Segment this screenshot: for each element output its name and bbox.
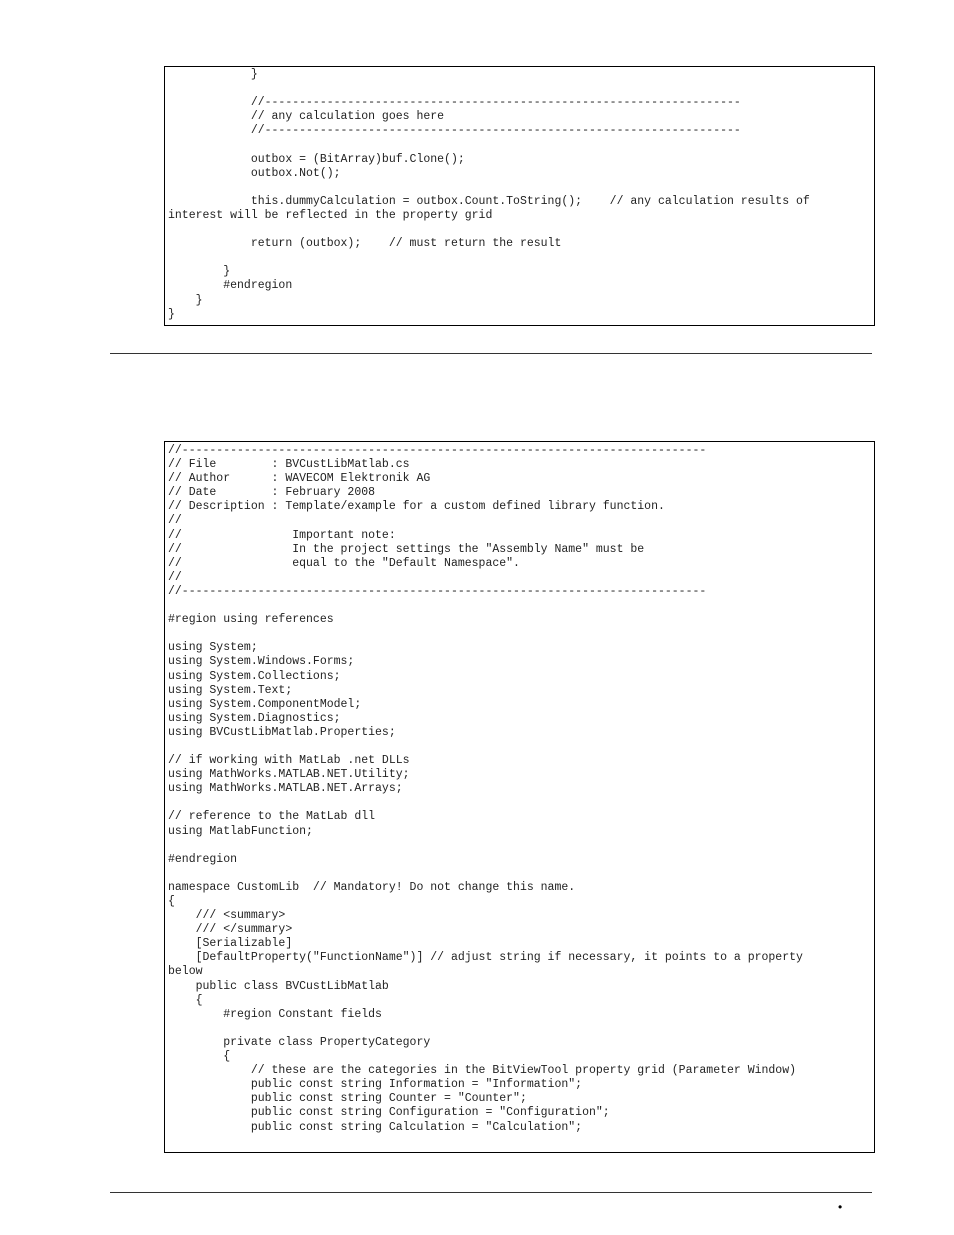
code-line: #endregion [168,852,238,866]
code-line: using System.Diagnostics; [168,711,341,725]
code-line: // Description : Template/example for a custom defined library function. [168,500,665,514]
code-line: using MatlabFunction; [168,824,313,838]
code-line: public const string Counter = "Counter"; [168,1092,527,1106]
code-line: below [168,965,203,979]
code-line: public const string Configuration = "Configuration"; [168,1106,610,1120]
code-line: using System.ComponentModel; [168,697,362,711]
code-line: // Date : February 2008 [168,486,376,500]
code-line: // Author : WAVECOM Elektronik AG [168,472,431,486]
code-line: #endregion [168,279,293,293]
code-listing-bvcustlibmatlab [164,441,875,1153]
code-line [168,82,871,96]
code-line [168,251,871,265]
code-line: [Serializable] [168,937,293,951]
code-line: } [168,293,203,307]
code-line: // reference to the MatLab dll [168,810,376,824]
code-line: using BVCustLibMatlab.Properties; [168,725,396,739]
code-line: #region using references [168,613,334,627]
code-line [168,1022,871,1036]
code-line: [DefaultProperty("FunctionName")] // adjust string if necessary, it points to a property [168,951,803,965]
code-line: // File : BVCustLibMatlab.cs [168,458,410,472]
code-line: { [168,1050,231,1064]
code-line: //---------------------------------------------------------------------------- [168,584,707,598]
code-line: public const string Information = "Information"; [168,1078,583,1092]
footer-rule [110,1192,872,1193]
code-line: using System.Windows.Forms; [168,655,355,669]
code-line: using MathWorks.MATLAB.NET.Utility; [168,768,410,782]
code-line: outbox.Not(); [168,166,341,180]
code-line: this.dummyCalculation = outbox.Count.ToString(); // any calculation results of [168,194,810,208]
code-line: // equal to the "Default Namespace". [168,556,520,570]
code-line [168,138,871,152]
code-line: public const string Calculation = "Calculation"; [168,1120,583,1134]
code-line: public class BVCustLibMatlab [168,979,389,993]
code-line: outbox = (BitArray)buf.Clone(); [168,152,465,166]
code-line: //---------------------------------------------------------------------------- [168,444,707,457]
code-line [168,181,871,195]
code-line: } [168,68,258,81]
code-line [168,740,871,754]
code-line: using System; [168,641,258,655]
code-line [168,796,871,810]
code-line: // if working with MatLab .net DLLs [168,754,410,768]
code-line: interest will be reflected in the property grid [168,208,493,222]
code-line: namespace CustomLib // Mandatory! Do not change this name. [168,880,576,894]
code-line: } [168,307,175,321]
code-line: // In the project settings the "Assembly Name" must be [168,542,645,556]
code-line: private class PropertyCategory [168,1035,431,1049]
code-line: } [168,265,231,279]
code-line [168,839,871,853]
code-line: /// </summary> [168,923,293,937]
code-line [168,867,871,881]
code-line [168,599,871,613]
code-line [168,223,871,237]
code-line: return (outbox); // must return the result [168,237,562,251]
code-line: using System.Collections; [168,669,341,683]
footer-bullet: • [838,1200,843,1214]
code-line: { [168,895,175,908]
code-listing-continued [164,66,875,326]
code-line: // [168,514,182,528]
code-line [168,627,871,641]
code-line: // any calculation goes here [168,110,445,124]
code-line: // these are the categories in the BitViewTool property grid (Parameter Window) [168,1064,797,1078]
code-line: #region Constant fields [168,1007,382,1021]
section-divider [110,353,872,354]
code-line: { [168,993,203,1007]
code-line: // [168,570,182,584]
code-line: using System.Text; [168,683,293,697]
code-line: using MathWorks.MATLAB.NET.Arrays; [168,782,403,796]
code-line: //--------------------------------------------------------------------- [168,124,741,138]
code-line: // Important note: [168,528,396,542]
code-line: /// <summary> [168,909,286,923]
code-line: //--------------------------------------------------------------------- [168,96,741,110]
